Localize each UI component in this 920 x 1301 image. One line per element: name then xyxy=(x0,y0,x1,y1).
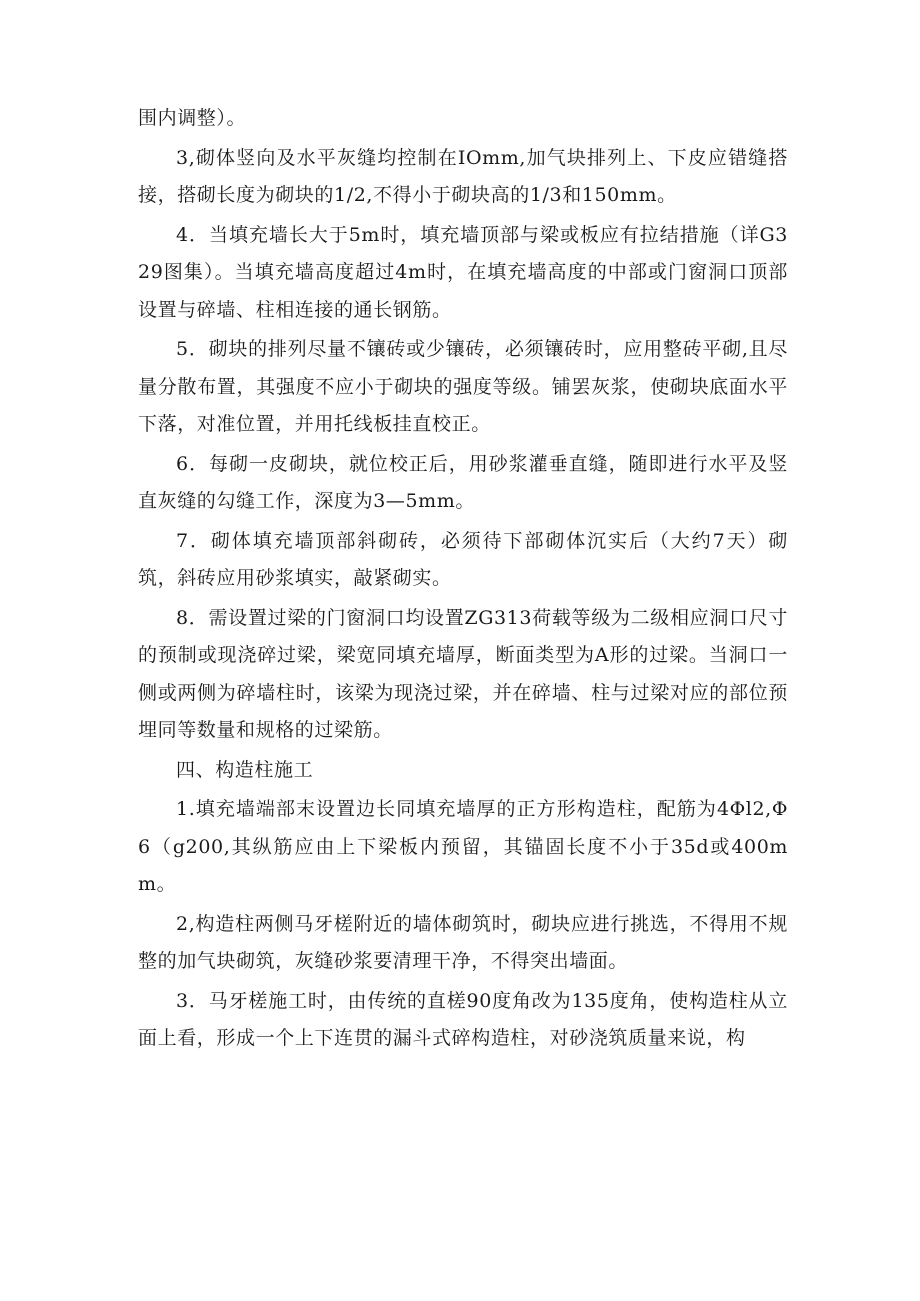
paragraph-item-3: 3,砌体竖向及水平灰缝均控制在IOmm,加气块排列上、下皮应错缝搭接，搭砌长度为砌块的1/2,不得小于砌块高的1/3和150mm。 xyxy=(138,146,788,206)
paragraph-item-8: 8．需设置过梁的门窗洞口均设置ZG313荷载等级为二级相应洞口尺寸的预制或现浇碎过梁，梁宽同填充墙厚，断面类型为A形的过梁。当洞口一侧或两侧为碎墙柱时，该梁为现浇过梁，并在碎墙、柱与过梁对应的部位预埋同等数量和规格的过梁筋。 xyxy=(138,606,788,741)
section-heading: 四、构造柱施工 xyxy=(176,758,314,781)
paragraph-item-7: 7．砌体填充墙顶部斜砌砖，必须待下部砌体沉实后（大约7天）砌筑，斜砖应用砂浆填实，敲紧砌实。 xyxy=(138,529,788,589)
paragraph-item-3b: 3．马牙槎施工时，由传统的直槎90度角改为135度角，使构造柱从立面上看，形成一个上下连贯的漏斗式碎构造柱，对砂浇筑质量来说，构 xyxy=(138,989,788,1049)
paragraph-item-5: 5．砌块的排列尽量不镶砖或少镶砖，必须镶砖时，应用整砖平砌,且尽量分散布置，其强度不应小于砌块的强度等级。铺罢灰浆，使砌块底面水平下落，对准位置，并用托线板挂直校正。 xyxy=(138,338,788,435)
paragraph-continuation: 围内调整）。 xyxy=(138,107,247,129)
paragraph-item-2: 2,构造柱两侧马牙槎附近的墙体砌筑时，砌块应进行挑选，不得用不规整的加气块砌筑，灰缝砂浆要清理干净，不得突出墙面。 xyxy=(138,912,788,972)
paragraph-item-6: 6．每砌一皮砌块，就位校正后，用砂浆灌垂直缝，随即进行水平及竖直灰缝的勾缝工作，深度为3—5mm。 xyxy=(138,452,788,512)
paragraph-item-4: 4．当填充墙长大于5m时，填充墙顶部与梁或板应有拉结措施（详G329图集）。当填充墙高度超过4m时，在填充墙高度的中部或门窗洞口顶部设置与碎墙、柱相连接的通长钢筋。 xyxy=(138,223,788,321)
document-body xyxy=(138,100,788,1060)
paragraph-item-1: 1.填充墙端部末设置边长同填充墙厚的正方形构造柱，配筋为4Φl2,Φ6（g200,其纵筋应由上下梁板内预留，其锚固长度不小于35d或400mm。 xyxy=(138,798,788,895)
